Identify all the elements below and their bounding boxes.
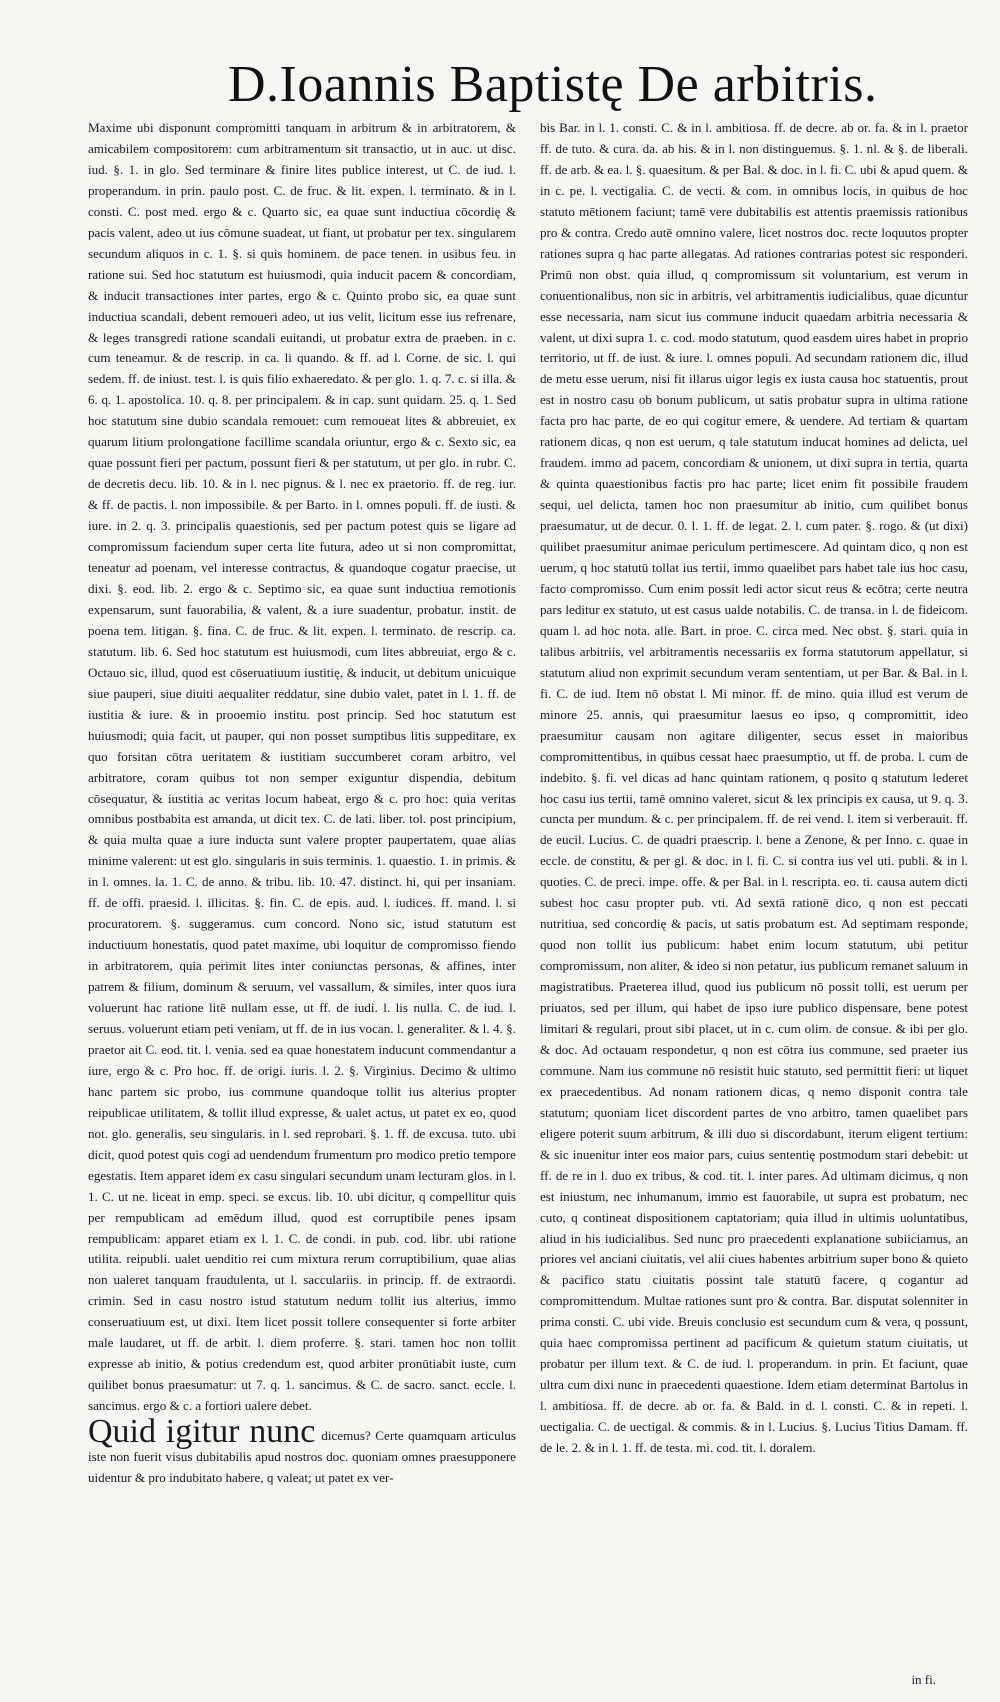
- catchword: in fi.: [911, 1672, 936, 1687]
- right-paragraph-1: bis Bar. in l. 1. consti. C. & in l. ambitiosa. ff. de decre. ab or. fa. & in l. praetor ff. de tuto. & cura. da. ab his. & in l. non distinguemus. §. 1. nl. & §. de liberali. ff. de arb. & ea. l. §. quaesitum. & per Bal. & doc. in l. fi. C. ubi & apud quem. & in c. pe. l. vectigalia. C. de vecti. & com. in omnibus locis, in quibus de hoc statuto mētionem faciunt; tamē vere dubitabilis est attentis praemissis rationibus pro & contra. Credo autē omnino valere, licet nostros doc. recte loquutos propter rationes supra q hac parte allegatas. Ad rationes contrarias potest sic responderi. Primū non obst. quia illud, q compromissum sit voluntarium, est verum in conuentionalibus, non sic in arbitris, vel arbitramentis iudicialibus, quae dicuntur esse necessaria, nam sicut ius commune inducit quaedam arbitria necessaria & valent, ut dixi supra 1. c. cod. modo statutum, quod easdem uires habet in proprio territorio, ut ff. de iust. & iure. l. omnes populi. Ad secundam rationem dic, illud de metu esse uerum, nisi fit illarus uigor legis ex iusta causa hoc statuentis, prout est in nostro casu ob bonum publicum, ut satis probatur supra in ultima ratione facta pro hac parte, de eo qui cogitur emere, & uendere. Ad tertiam & quartam rationem dicas, q non est uerum, q tale statutum inducat homines ad delicta, uel fraudem. immo ad pacem, concordiam & unionem, ut dixi supra in tertia, quarta & quinta quaestionibus factis pro hac parte; licet enim fit possibile fraudem sequi, uel delicta, tamen hoc non praesumitur ab initio, cum quilibet bonus praesumatur, ut de decur. 0. l. 1. ff. de legat. 2. l. cum pater. §. rogo. & (ut dixi) quilibet praesumitur animae periculum pertimescere. Ad quintam dico, q non est uerum, q hoc statutū tollat ius tertii, immo quaelibet pars habet tale ius hoc casu, facto compromisso. Cum enim possit ledi actor sicut reus & ecōtra; certe neutra pars leditur ex statuto, ut est casus ualde notabilis. C. de transa. in l. de fideicom. quam l. ad hoc nota. alle. Bart. in proe. C. circa med. Nec obst. §. stari. quia in talibus arbitriis, vel arbitramentis necessariis ex forma statutorum appellatur, si statutum aliud non exprimit secundum veram sententiam, ut per Bar. & Bal. in l. fi. C. de iud. Item nō obstat l. Mi minor. ff. de mino. quia illud est verum de minore 25. annis, qui praesumitur laesus eo ipso, q compromittit, ideo praesumitur causam non agitare diligenter, secus esset in maioribus compromittentibus, in quibus cessat haec praesumptio, ut ff. de proba. l. cum de indebito. §. fi. vel dicas ad hanc quintam rationem, q posito q statutum lederet hoc casu ius tertii, tamē omnino valeret, sicut & lex principis ex causa, ut 9. q. 3. cuncta per mundum. & c. per principalem. ff. de rei vend. l. item si verberauit. ff. de eucil. Lucius. C. de quadri praescrip. l. bene a Zenone, & per Inno. c. quae in eccle. de constitu, & per gl. & doc. in l. fi. C. si contra ius vel uti. publi. & in l. quoties. C. de preci. impe. offe. & per Bal. in l. rescripta. eo. ti. causa autem dicti subest hoc casu propter pub. vti. Ad sextā rationē dico, q non est peccati nutritiua, sed concordię & pacis, ut satis probatum est. Ad septimam responde, quod non tollit ius publicum: habet enim locum statutum, ubi petitur compromissum, non aliter, & ideo si non petatur, ius publicum remanet saluum in magistratibus. Praeterea illud, quod ius publicum nō possit tolli, est uerum per priuatos, sed per illum, qui habet de ipso iure publico dispensare, bene potest limitari & regulari, prout sibi placet, ut in c. cum olim. de consue. & ibi per glo. & doc. Ad octauam respondetur, q non est cōtra ius commune, sed praeter ius commune. Nam ius commune nō resistit huic statuto, sed permittit fieri: ut liquet ex praecedentibus. Ad nonam rationem dicas, q nemo disponit contra tale statutum; quoniam licet discordent partes de vno arbitro, tamen quaelibet pars eligere poterit suum arbitrum, & illi duo si discordabunt, iterum eligent tertium: & sic inuenitur inter eos maior pars, cuius sententię postmodum stari debebit: ut ff. de re in l. duo ex tribus, & cod. tit. l. inter pares. Ad ultimam dicimus, q non est iniustum, nec inhumanum, immo est fauorabile, ut supra est probatum, nec cuto, q contineat dispositionem captatoriam; quia illud in ultimis uoluntatibus, aliud in his iudicialibus. Sed nunc pro praecedenti explanatione subiiciamus, an priores vel anciani ciuitatis, vel alii ciues habentes arbitrium super bono & quieto & pacifico statu ciuitatis possint tale statutū facere, q cogantur ad compromittendum. Multae rationes sunt pro & contra. Bar. disputat solenniter in prima consti. C. ubi vide. Breuis conclusio est secundum cum & vera, q possunt, quia haec compromissa pertinent ad pacificum & quietum statum ciuitatis, ut probatur per illum text. & C. de iud. l. properandum. in prin. Et faciunt, quae ultra cum dixi nunc in praecedenti quaestione. Idem etiam determinat Bartolus in l. ambitiosa. ff. de decre. ab or. fa. & Bald. in d. l. consti. C. & in repeti. l. uectigalia. C. de uectigal. & commis. & in l. Lucius. §. Lucius Titius Damam. ff. de le. 2. & in l. 1. ff. de testa. mi. cod. tit. l. doralem.: [540, 120, 968, 1456]
- section-lead-words: Quid igitur nunc: [88, 1413, 316, 1451]
- left-paragraph-1: Maxime ubi disponunt compromitti tanquam in arbitrum & in arbitratorem, & amicabilem compositorem: cum arbitramentum sit transactio, ut in auc. ut disc. iud. §. 1. in glo. Sed terminare & finire lites publice interest, ut C. de iud. l. properandum. in prin. paulo post. C. de fruc. & lit. expen. l. terminato. & in l. consti. C. post med. ergo & c. Quarto sic, ea quae sunt inductiua cōcordię & pacis valent, adeo ut ius cōmune suadeat, ut fiant, ut probatur per tex. singularem secundum aliquos in c. 1. §. si quis hominem. de pace tenen. in usibus feu. in ratione sui. Sed hoc statutum est huiusmodi, quia inducit pacem & concordiam, & inducit transactiones inter partes, ergo & c. Quinto probo sic, ea quae sunt inductiua scandali, debent remoueri adeo, ut ius velit, licitum esse ius refrenare, & leges transgredi ratione scandali euitandi, ut probatur extra de praeben. in c. cum teneamur. & de rescrip. in ca. li quando. & ff. ad l. Corne. de sic. l. qui sedem. ff. de iniust. test. l. is quis filio exhaeredato. & per glo. 1. q. 7. c. si illa. & 6. q. 1. apostolica. 10. q. 8. per principalem. & in cap. sunt quidam. 25. q. 1. Sed hoc statutum sine dubio scandala remouet: cum remoueat lites & abbreuiet, ex quarum litium prolongatione facillime scandala oriuntur, ergo & c. Sexto sic, ea quae possunt fieri per pactum, possunt fieri & per statutum, ut per glo. in rubr. C. de decretis decu. lib. 10. & in l. nec pignus. & l. nec ex praetorio. ff. de reg. iur. & ff. de pactis. l. non impossibile. & per Barto. in l. omnes populi. ff. de iusti. & iure. in 2. q. 3. principalis quaestionis, sed per pactum potest quis se ligare ad compromissum faciendum super certa lite futura, adeo ut si non compromittat, teneatur ad poenam, vel interesse contractus, & quandoque cogatur praecise, ut dixi. §. eod. lib. 2. ergo & c. Septimo sic, ea quae sunt inductiua remotionis expensarum, sunt fauorabilia, & valent, & a iure suadentur, probatur. instit. de poena tem. litigan. §. fina. C. de fruc. & lit. expen. l. terminato. de rescrip. ca. statutum. lib. 6. Sed hoc statutum est huiusmodi, cum lites abbreuiat, ergo & c. Octauo sic, illud, quod est cōseruatiuum iustitię, & inducit, ut debitum unicuique siue pauperi, siue diuiti aequaliter reddatur, sine dubio valet, patet in l. 1. ff. de iustitia & iure. & in prooemio institu. post princip. Sed hoc statutum est huiusmodi; quia facit, ut pauper, qui non posset sumptibus litis suppeditare, ex quo forsitan cōtra ueritatem & iustitiam succumberet coram arbitro, vel arbitratore, coram quibus tot non semper exiguntur dispendia, debitum cōsequatur, & iustitia ac veritas locum habeat, ergo & c. pro hoc: quia veritas omnibus postbabita est amanda, ut dicit tex. C. de lati. liber. tol. post principium, & quia multa quae a iure inducta sunt valere propter paupertatem, quae alias minime valerent: ut est glo. singularis in suis terminis. 1. quaestio. 1. in primis. & in l. omnes. la. 1. C. de anno. & tribu. lib. 10. 47. distinct. hi, qui per insaniam. ff. de offi. praesid. l. illicitas. §. fin. C. de epis. aud. l. iudices. ff. mand. l. si procuratorem. §. suggeramus. cum concord. Nono sic, istud statutum est inductiuum honestatis, quod patet maxime, ubi loquitur de compromisso fiendo in arbitratorem, quia perimit lites inter coniunctas personas, & affines, inter patrem & filium, dominum & seruum, vel vassallum, & similes, inter quos iura voluerunt hac ratione litē nullam esse, ut ff. de iudi. l. lis nulla. C. de iud. l. seruus. voluerunt etiam peti veniam, ut ff. de in ius vocan. l. generaliter. & l. 4. §. praetor ait C. eod. tit. l. venia. sed ea quae honestatem inducunt commendantur a iure, ergo & c. Pro hoc. ff. de origi. iuris. l. 2. §. Virginius. Decimo & ultimo hanc partem sic probo, ius commune quandoque tollit ius alterius propter reipublicae utilitatem, & tollit illud expresse, & ualet actus, ut patet ex eo, quod not. glo. generalis, seu singularis. in l. sed reprobari. §. 1. ff. de excusa. tuto. ubi dicit, quod potest quis cogi ad uendendum frumentum pro modico pretio tempore egestatis. Item apparet idem ex casu singulari secundum unam lecturam glos. in l. 1. C. ut ne. liceat in emp. speci. se excus. lib. 10. ubi dicitur, q compellitur quis per rempublicam ad emēdum illud, quod est corruptibile penes ipsam rempublicam: apparet etiam ex l. 1. C. de condi. in pub. cod. libr. ubi ratione utilita. reipubli. ualet uenditio rei cum mixtura rerum corruptibilium, quae alias non ualeret tanquam fraudulenta, ut l. sacculariis. in princip. ff. de extraordi. crimin. Sed in casu nostro istud statutum nedum tollit ius alterius, immo conseruatiuum est, ut dixi. Item licet possit tollere consequenter si forte arbiter male laudaret, ut ff. de arbit. l. diem proferre. §. stari. tamen hoc non tollit expresse ab initio, & potius credendum est, quod arbiter pronūtiabit iuste, cum quilibet bonus praesumatur: ut 7. q. 1. sancimus. & C. de sacro. sanct. eccle. l. sancimus. ergo & c. a fortiori ualere debet.: [88, 120, 516, 1414]
- left-paragraph-2: [88, 1413, 516, 1489]
- left-paragraph-2-text: dicemus? Certe quamquam articulus iste non fuerit visus dubitabilis apud nostros doc. quoniam omnes praesupponere uidentur & pro indubitato habere, q valeat; ut patet ex ver-: [88, 1428, 516, 1486]
- running-head: D.Ioannis Baptistę De arbitris.: [228, 56, 878, 113]
- right-column: [540, 118, 968, 1673]
- left-column: [88, 118, 516, 1673]
